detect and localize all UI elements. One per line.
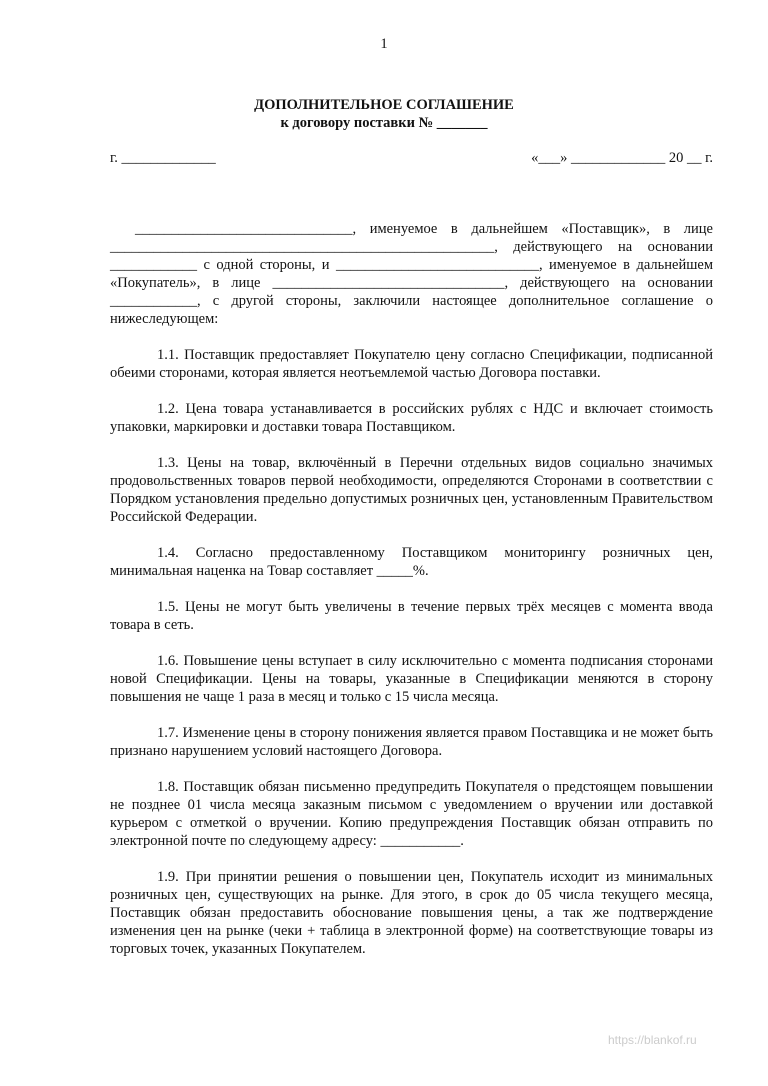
- clause-1-3: 1.3. Цены на товар, включённый в Перечни отдельных видов социально значимых продовольственных товаров первой необходимости, определяются Сторонами в соответствии с Порядком установления предельно допустимых розничных цен, установленным Правительством Российской Федерации.: [110, 455, 713, 525]
- document-title-block: [0, 96, 768, 132]
- clause-1-1: 1.1. Поставщик предоставляет Покупателю цену согласно Спецификации, подписанной обеими сторонами, которая является неотъемлемой частью Договора поставки.: [110, 347, 713, 381]
- page-number: 1: [380, 36, 388, 52]
- clause-1-9: 1.9. При принятии решения о повышении цен, Покупатель исходит из минимальных розничных цен, существующих на рынке. Для этого, в срок до 05 числа текущего месяца, Поставщик обязан предоставить обоснование повышения цены, а так же подтверждение изменения цен на рынке (чеки + таблица в электронной форме) на соответствующие товары из торговых точек, указанных Покупателем.: [110, 869, 713, 957]
- intro-paragraph: ______________________________, именуемое в дальнейшем «Поставщик», в лице _____________________________________________________, действующего на основании ____________ с одной стороны, и ____________________________, именуемое в дальнейшем «Покупатель», в лице ________________________________, действующего на основании ____________, с другой стороны, заключили настоящее дополнительное соглашение о нижеследующем:: [110, 221, 713, 327]
- clause-1-4: 1.4. Согласно предоставленному Поставщиком мониторингу розничных цен, минимальная наценка на Товар составляет _____%.: [110, 545, 713, 579]
- date-field: «___» _____________ 20 __ г.: [531, 150, 713, 166]
- document-body: [110, 220, 713, 976]
- clause-1-7: 1.7. Изменение цены в сторону понижения является правом Поставщика и не может быть признано нарушением условий настоящего Договора.: [110, 725, 713, 759]
- watermark: https://blankof.ru: [608, 1033, 697, 1047]
- clause-1-8: 1.8. Поставщик обязан письменно предупредить Покупателя о предстоящем повышении не позднее 01 числа месяца заказным письмом с уведомлением о вручении или доставкой курьером с отметкой о вручении. Копию предупреждения Поставщик обязан отправить по электронной почте по следующему адресу: ___________.: [110, 779, 713, 849]
- clause-1-6: 1.6. Повышение цены вступает в силу исключительно с момента подписания сторонами новой Спецификации. Цены на товары, указанные в Спецификации меняются в сторону повышения не чаще 1 раза в месяц и только с 15 числа месяца.: [110, 653, 713, 705]
- clause-1-2: 1.2. Цена товара устанавливается в российских рублях с НДС и включает стоимость упаковки, маркировки и доставки товара Поставщиком.: [110, 401, 713, 435]
- city-field: г. _____________: [110, 150, 216, 166]
- clause-1-5: 1.5. Цены не могут быть увеличены в течение первых трёх месяцев с момента ввода товара в сеть.: [110, 599, 713, 633]
- document-title: ДОПОЛНИТЕЛЬНОЕ СОГЛАШЕНИЕ: [254, 97, 514, 113]
- place-date-row: [110, 150, 713, 167]
- document-subtitle: к договору поставки № _______: [280, 115, 488, 131]
